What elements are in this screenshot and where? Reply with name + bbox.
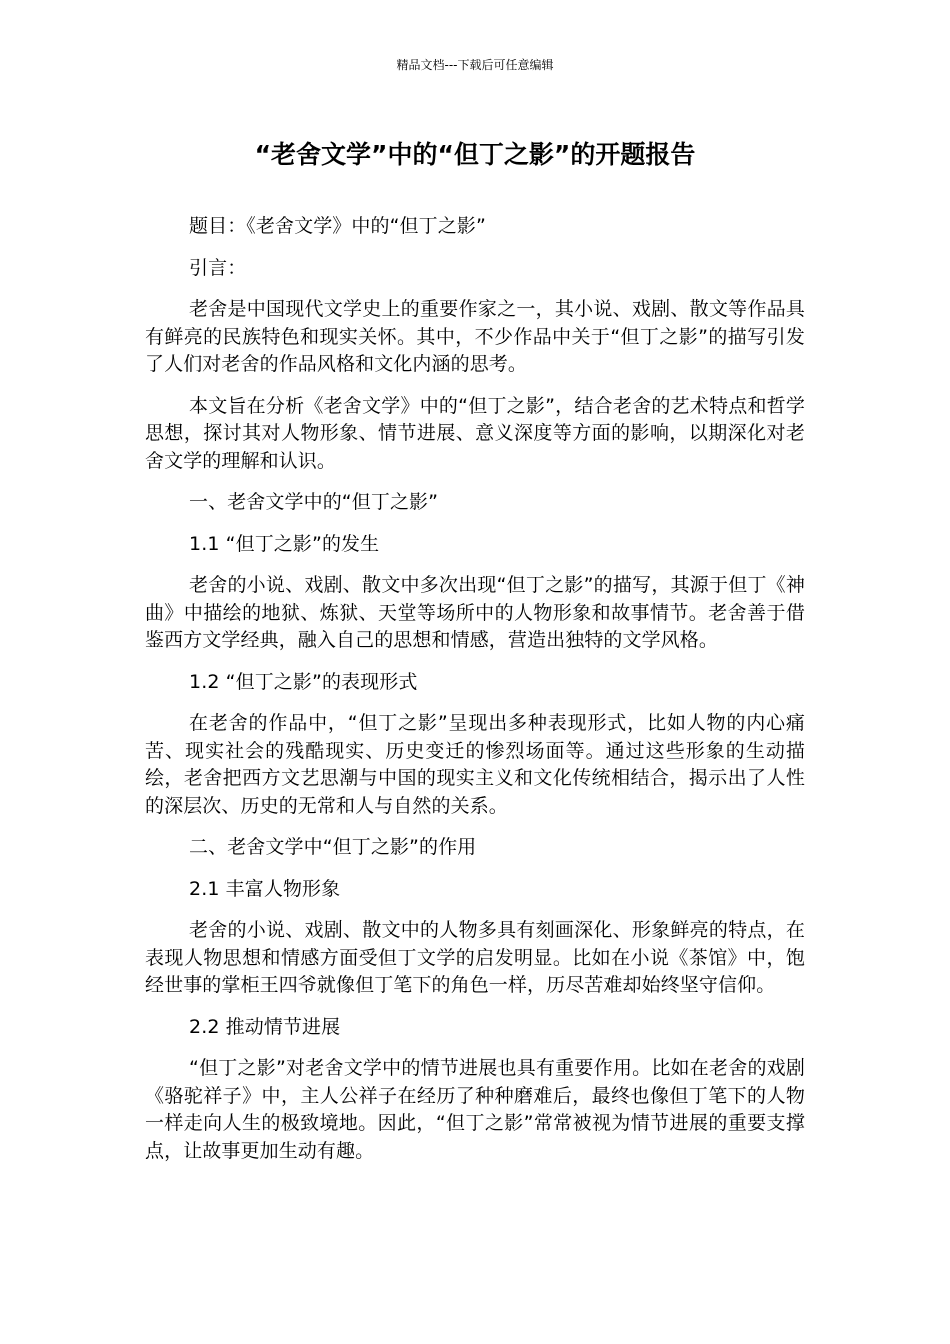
paragraph-intro-2: 本文旨在分析《老舍文学》中的“但丁之影”，结合老舍的艺术特点和哲学思想，探讨其对人物形象、情节进展、意义深度等方面的影响，以期深化对老舍文学的理解和认识。 bbox=[145, 394, 805, 472]
paragraph-intro-1: 老舍是中国现代文学史上的重要作家之一，其小说、戏剧、散文等作品具有鲜亮的民族特色和现实关怀。其中，不少作品中关于“但丁之影”的描写引发了人们对老舍的作品风格和文化内涵的思考。 bbox=[145, 298, 805, 375]
paragraph-2-2: “但丁之影”对老舍文学中的情节进展也具有重要作用。比如在老舍的戏剧《骆驼祥子》中，主人公祥子在经历了种种磨难后，最终也像但丁笔下的人物一样走向人生的极致境地。因此，“但丁之影”常常被视为情节进展的重要支撑点，让故事更加生动有趣。 bbox=[145, 1057, 805, 1162]
header-note: 精品文档---下载后可任意编辑 bbox=[396, 58, 554, 72]
paragraph-2-1: 老舍的小说、戏剧、散文中的人物多具有刻画深化、形象鲜亮的特点，在表现人物思想和情感方面受但丁文学的启发明显。比如在小说《茶馆》中，饱经世事的掌柜王四爷就像但丁笔下的角色一样，历尽苦难却始终坚守信仰。 bbox=[145, 919, 805, 996]
paragraph-1-2: 在老舍的作品中，“但丁之影”呈现出多种表现形式，比如人物的内心痛苦、现实社会的残酷现实、历史变迁的惨烈场面等。通过这些形象的生动描绘，老舍把西方文艺思潮与中国的现实主义和文化传统相结合，揭示出了人性的深层次、历史的无常和人与自然的关系。 bbox=[145, 712, 805, 817]
section-heading-2: 二、老舍文学中“但丁之影”的作用 bbox=[189, 836, 477, 858]
subsection-heading-2-2: 2.2 推动情节进展 bbox=[189, 1015, 341, 1038]
page-title: “老舍文学”中的“但丁之影”的开题报告 bbox=[254, 140, 696, 169]
subsection-heading-1-1: 1.1 “但丁之影”的发生 bbox=[189, 532, 380, 555]
document-body bbox=[145, 213, 805, 1179]
subsection-heading-2-1: 2.1 丰富人物形象 bbox=[189, 877, 341, 900]
paragraph-topic: 题目：《老舍文学》中的“但丁之影” bbox=[189, 215, 486, 237]
paragraph-intro-heading: 引言： bbox=[189, 256, 247, 279]
subsection-heading-1-2: 1.2 “但丁之影”的表现形式 bbox=[189, 670, 418, 693]
paragraph-1-1: 老舍的小说、戏剧、散文中多次出现“但丁之影”的描写，其源于但丁《神曲》中描绘的地狱、炼狱、天堂等场所中的人物形象和故事情节。老舍善于借鉴西方文学经典，融入自己的思想和情感，营造出独特的文学风格。 bbox=[145, 574, 805, 651]
section-heading-1: 一、老舍文学中的“但丁之影” bbox=[189, 491, 439, 513]
